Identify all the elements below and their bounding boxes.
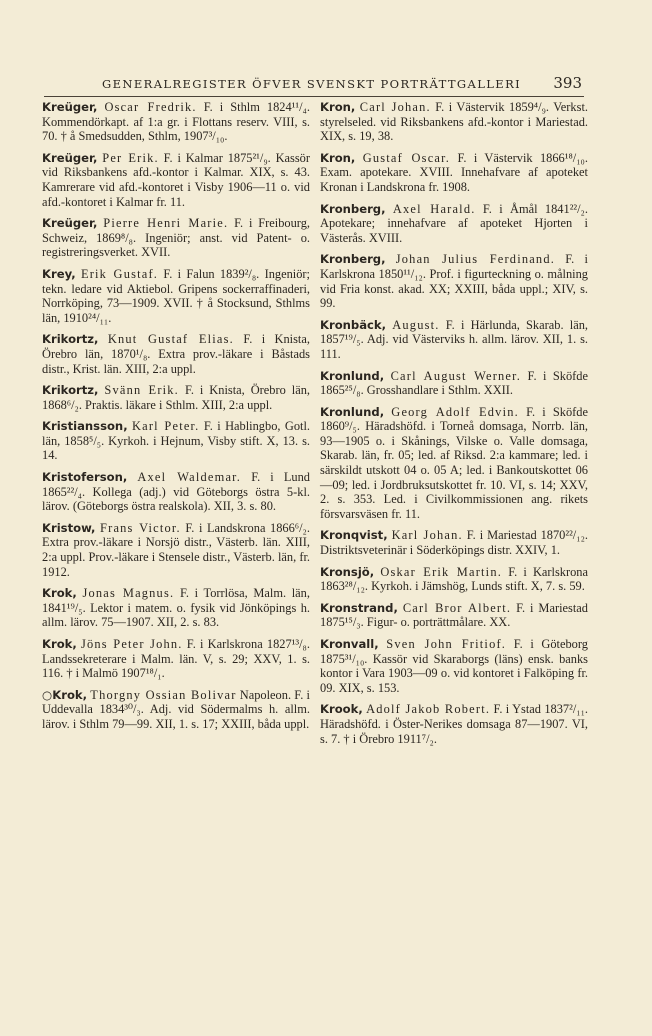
entry-given-names: Karl Johan. <box>391 528 463 543</box>
entry-surname: Kronqvist, <box>320 528 388 543</box>
entry-surname: Krook, <box>320 702 363 717</box>
register-entry <box>42 216 310 260</box>
entry-surname: Kronberg, <box>320 252 386 267</box>
entry-surname: Kron, <box>320 150 356 165</box>
entry-details: F. i Sköfde 1860⁹/₅. Häradshöfd. i Torneå domsaga, Norrb. län, 93—1905 o. i Skånings, Vilske o. Valle domsaga, Skarab. län, fr. 05; led. af Riksd. 2:a kammare; led. i särskildt utskott 04 o. 05 A; led. i Bankoutskottet 06—09; led. i Jordbruksutskottet fr. 10. VI, s. 14; XXV, 2. s. 353. Led. i Civilkommissionen ang. rikets försvarsväsen fr. 11. <box>320 404 588 521</box>
entry-given-names: Pierre Henri Marie. <box>103 216 229 231</box>
entry-given-names: Knut Gustaf Elias. <box>107 332 234 347</box>
entry-given-names: Axel Waldemar. <box>137 470 242 485</box>
register-entry <box>320 151 588 195</box>
register-entry <box>320 637 588 695</box>
entry-details: F. i Kalmar 1875²¹/₉. Kassör vid Riksbankens afd.-kontor i Kalmar. XIX, s. 43. Kamrerare vid afd.-kontoret i Visby 1906—11 o. vid afd.-kontoret i Kalmar fr. 11. <box>42 150 310 209</box>
left-column <box>42 100 310 739</box>
register-entry <box>42 521 310 579</box>
entry-surname: Kronstrand, <box>320 600 398 615</box>
entry-given-names: Carl Johan. <box>359 100 431 114</box>
entry-given-names: Karl Peter. <box>132 419 200 434</box>
register-entry <box>42 470 310 514</box>
entry-surname: Kronberg, <box>320 201 386 216</box>
entry-details: Napoleon. F. i Uddevalla 1834³⁰/₃. Adj. vid Södermalms h. allm. lärov. i Sthlm 79—99. XII, 1. s. 17; XXIII, båda uppl. <box>42 687 310 731</box>
entry-given-names: Sven John Fritiof. <box>386 637 507 651</box>
register-entry <box>320 202 588 246</box>
entry-surname: Kreüger, <box>42 216 98 231</box>
entry-details: F. i Göteborg 1875³¹/₁₀. Kassör vid Skaraborgs (läns) ensk. banks kontor i Vara 1903—09 o. vid kontoret i Falköping fr. 09. XIX, s. 153. <box>320 637 588 695</box>
entry-surname: Krey, <box>42 266 76 281</box>
entry-details: F. i Härlunda, Skarab. län, 1857¹⁹/₅. Adj. vid Västerviks h. allm. lärov. XII, 1. s. 111. <box>320 317 588 361</box>
entry-details: F. i Freibourg, Schweiz, 1869⁸/₈. Ingeniör; anst. vid Patent- o. registreringsverket. XVII. <box>42 216 310 260</box>
entry-details: F. i Knista, Örebro län, 1870¹/₈. Extra prov.-läkare i Båstads distr., Krist. län. XIII, 2:a uppl. <box>42 332 310 376</box>
entry-given-names: Adolf Jakob Robert. <box>366 702 491 717</box>
entry-given-names: Jonas Magnus. <box>82 586 175 601</box>
entry-surname: Krikortz, <box>42 383 99 398</box>
page-header <box>44 74 584 97</box>
entry-surname: Krok, <box>42 586 77 601</box>
register-entry <box>42 688 310 732</box>
entry-surname: Kreüger, <box>42 100 98 114</box>
register-entry <box>42 267 310 325</box>
entry-surname: Kristow, <box>42 520 96 535</box>
right-column <box>320 100 588 753</box>
entry-given-names: Carl August Werner. <box>390 368 522 383</box>
entry-given-names: Oskar Erik Martin. <box>380 564 503 579</box>
entry-given-names: Erik Gustaf. <box>80 266 159 281</box>
entry-surname: Krok, <box>42 637 77 651</box>
running-title: GENERALREGISTER ÖFVER SVENSKT PORTRÄTTGALLERI <box>102 77 522 91</box>
entry-given-names: Oscar Fredrik. <box>104 100 197 114</box>
entry-given-names: Per Erik. <box>102 150 159 165</box>
entry-surname: Kronbäck, <box>320 317 387 332</box>
register-entry <box>42 100 310 144</box>
register-entry <box>320 100 588 144</box>
page-number: 393 <box>553 74 582 92</box>
register-entry <box>320 318 588 362</box>
register-entry <box>320 405 588 522</box>
entry-surname: Kristiansson, <box>42 419 128 434</box>
entry-details: F. i Karlskrona 1827¹³/₈. Landssekreterare i Malm. län. V, s. 29; XXV, 1. s. 116. † i Malmö 1907¹⁸/₁. <box>42 637 310 681</box>
entry-details: F. i Ystad 1837²/₁₁. Häradshöfd. i Öster-Nerikes domsaga 87—1907. VI, s. 7. † i Örebro 1911⁷/₂. <box>320 702 588 746</box>
entry-details: F. i Falun 1839²/₈. Ingeniör; tekn. ledare vid Aktiebol. Gripens sockerraffinaderi, Norrköping, 73—1909. XVII. † å Stocksund, Sthlms län, 1910²⁴/₁₁. <box>42 266 310 325</box>
register-entry <box>320 702 588 746</box>
entry-details: F. i Torrlösa, Malm. län, 1841¹⁹/₅. Lektor i matem. o. fysik vid Jönköpings h. allm. lärov. 75—1907. XII, 2. s. 83. <box>42 586 310 630</box>
entry-surname: Kronvall, <box>320 637 379 651</box>
entry-given-names: Jöns Peter John. <box>80 637 183 651</box>
entry-details: F. i Mariestad 1875¹⁵/₃. Figur- o. porträttmålare. XX. <box>320 600 588 630</box>
entry-surname: Kron, <box>320 100 356 114</box>
entry-details: F. i Karlskrona 1863²⁸/₁₂. Kyrkoh. i Jämshög, Lunds stift. X, 7. s. 59. <box>320 564 588 594</box>
entry-surname: Krikortz, <box>42 332 99 347</box>
entry-details: F. i Lund 1865²²/₄. Kollega (adj.) vid Göteborgs östra 5-kl. lärov. (Göteborgs östra realskola). XII, 3. s. 80. <box>42 470 310 514</box>
entry-surname: Kreüger, <box>42 150 98 165</box>
register-entry <box>42 332 310 376</box>
entry-surname: ○Krok, <box>42 687 88 702</box>
entry-details: F. i Karlskrona 1850¹¹/₁₂. Prof. i figurteckning o. målning vid Fria konst. akad. XX; XXIII, båda uppl.; XIV, s. 99. <box>320 252 588 311</box>
entry-details: F. i Västervik 1866¹⁸/₁₀. Exam. apotekare. XVIII. Innehafvare af apoteket Kronan i Landskrona fr. 1908. <box>320 150 588 194</box>
entry-details: F. i Sköfde 1865²⁵/₈. Grosshandlare i Sthlm. XXII. <box>320 368 588 398</box>
entry-given-names: Thorgny Ossian Bolivar <box>90 687 237 702</box>
register-entry <box>320 252 588 310</box>
entry-given-names: Johan Julius Ferdinand. <box>395 252 556 267</box>
entry-details: F. i Knista, Örebro län, 1868⁶/₂. Praktis. läkare i Sthlm. XIII, 2:a uppl. <box>42 383 310 412</box>
register-entry <box>42 383 310 412</box>
entry-given-names: August. <box>392 317 440 332</box>
register-entry <box>42 151 310 209</box>
register-entry <box>42 586 310 630</box>
entry-surname: Kronlund, <box>320 404 385 419</box>
entry-given-names: Carl Bror Albert. <box>402 600 512 615</box>
register-entry <box>42 637 310 681</box>
entry-surname: Kristoferson, <box>42 470 128 485</box>
register-entry <box>320 528 588 557</box>
entry-details: F. i Västervik 1859⁴/₉. Verkst. styrelseled. vid Riksbankens afd.-kontor i Mariestad. XIX, s. 19, 38. <box>320 100 588 144</box>
entry-surname: Kronsjö, <box>320 564 375 579</box>
entry-given-names: Gustaf Oscar. <box>362 150 451 165</box>
entry-given-names: Georg Adolf Edvin. <box>391 404 519 419</box>
entry-details: F. i Hablingbo, Gotl. län, 1858⁵/₅. Kyrkoh. i Hejnum, Visby stift. X, 13. s. 14. <box>42 419 310 463</box>
entry-given-names: Svänn Erik. <box>104 383 179 398</box>
entry-details: F. i Landskrona 1866⁶/₂. Extra prov.-läkare i Norsjö distr., Västerb. län. XIII, 2:a uppl. Prov.-läkare i Stensele distr., Västerb. län, fr. 1912. <box>42 520 310 579</box>
entry-surname: Kronlund, <box>320 368 385 383</box>
entry-details: F. i Mariestad 1870²²/₁₂. Distriktsveterinär i Söderköpings distr. XXIV, 1. <box>320 528 588 558</box>
register-entry <box>320 369 588 398</box>
entry-details: F. i Åmål 1841²²/₂. Apotekare; innehafvare af apoteket Hjorten i Västerås. XVIII. <box>320 201 588 245</box>
entry-given-names: Axel Harald. <box>392 201 476 216</box>
entry-given-names: Frans Victor. <box>100 520 181 535</box>
register-entry <box>320 565 588 594</box>
register-entry <box>320 601 588 630</box>
entry-details: F. i Sthlm 1824¹¹/₄. Kommendörkapt. af 1:a gr. i Flottans reserv. VIII, s. 70. † å Smedsudden, Sthlm, 1907³/₁₀. <box>42 100 310 144</box>
register-entry <box>42 419 310 463</box>
